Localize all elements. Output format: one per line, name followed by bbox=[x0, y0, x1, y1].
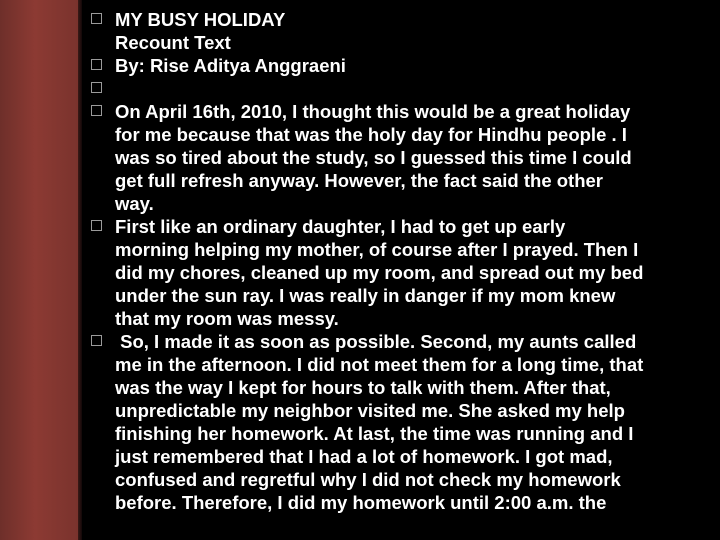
bullet-paragraph-2 bbox=[90, 215, 715, 330]
bullet-author bbox=[90, 54, 715, 77]
bullet-box-icon bbox=[91, 82, 102, 93]
paragraph-line: finishing her homework. At last, the time was running and I bbox=[115, 423, 634, 444]
bullet-box-icon bbox=[91, 220, 102, 231]
paragraph-line: did my chores, cleaned up my room, and spread out my bed bbox=[115, 262, 644, 283]
paragraph-line: me in the afternoon. I did not meet them for a long time, that bbox=[115, 354, 644, 375]
paragraph-line: morning helping my mother, of course after I prayed. Then I bbox=[115, 239, 639, 260]
bullet-empty bbox=[90, 77, 715, 100]
paragraph-line: unpredictable my neighbor visited me. She asked my help bbox=[115, 400, 625, 421]
paragraph-line: was the way I kept for hours to talk with them. After that, bbox=[115, 377, 611, 398]
bullet-box-icon bbox=[91, 105, 102, 116]
band-shadow-edge bbox=[78, 0, 82, 540]
paragraph-line: confused and regretful why I did not check my homework bbox=[115, 469, 621, 490]
title-text: MY BUSY HOLIDAY bbox=[115, 9, 286, 30]
bullet-paragraph-3 bbox=[90, 330, 715, 514]
paragraph-line: First like an ordinary daughter, I had to get up early bbox=[115, 216, 566, 237]
paragraph-line: On April 16th, 2010, I thought this would be a great holiday bbox=[115, 101, 631, 122]
paragraph-line: for me because that was the holy day for Hindhu people . I bbox=[115, 124, 627, 145]
slide-content bbox=[90, 8, 715, 514]
paragraph-line: way. bbox=[115, 193, 154, 214]
author-text: By: Rise Aditya Anggraeni bbox=[115, 55, 346, 76]
paragraph-line: So, I made it as soon as possible. Second, my aunts called bbox=[115, 331, 637, 352]
paragraph-line: was so tired about the study, so I guessed this time I could bbox=[115, 147, 632, 168]
paragraph-line: under the sun ray. I was really in danger if my mom knew bbox=[115, 285, 616, 306]
paragraph-line: get full refresh anyway. However, the fact said the other bbox=[115, 170, 603, 191]
paragraph-line: that my room was messy. bbox=[115, 308, 339, 329]
subtitle-text: Recount Text bbox=[115, 32, 231, 53]
bullet-paragraph-1 bbox=[90, 100, 715, 215]
bullet-box-icon bbox=[91, 335, 102, 346]
paragraph-line: before. Therefore, I did my homework until 2:00 a.m. the bbox=[115, 492, 607, 513]
bullet-title bbox=[90, 8, 715, 54]
left-decorative-band bbox=[0, 0, 78, 540]
paragraph-line: just remembered that I had a lot of homework. I got mad, bbox=[115, 446, 613, 467]
bullet-box-icon bbox=[91, 59, 102, 70]
bullet-box-icon bbox=[91, 13, 102, 24]
